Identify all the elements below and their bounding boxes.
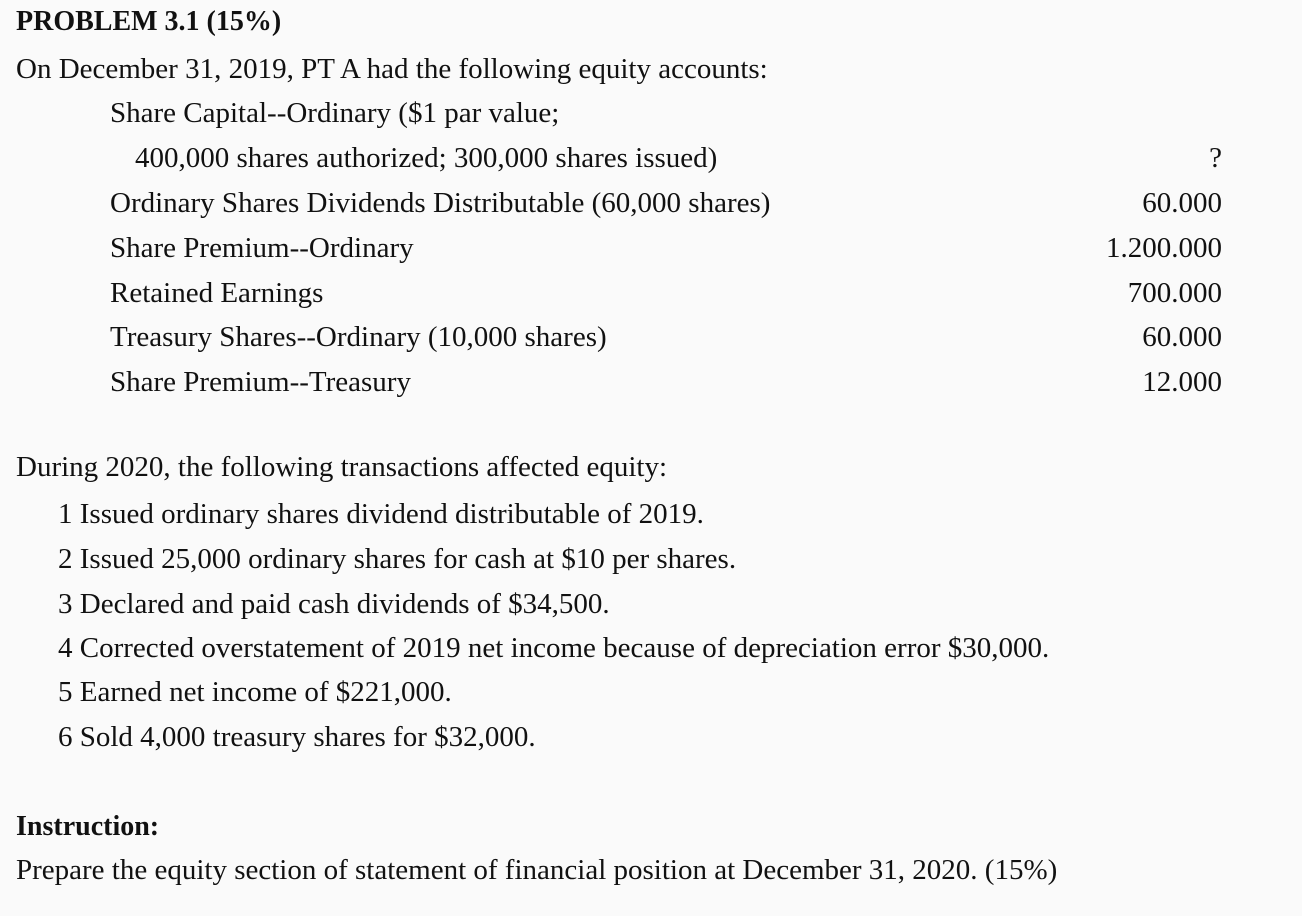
account-amount: ? <box>1209 142 1222 174</box>
transaction-item: 5 Earned net income of $221,000. <box>58 676 452 708</box>
account-amount: 12.000 <box>1142 366 1222 398</box>
transaction-item: 4 Corrected overstatement of 2019 net income because of depreciation error $30,000. <box>58 632 1050 664</box>
transactions-intro: During 2020, the following transactions affected equity: <box>16 451 667 483</box>
account-amount: 700.000 <box>1127 277 1222 309</box>
account-label: Treasury Shares--Ordinary (10,000 shares) <box>110 321 607 353</box>
problem-title: PROBLEM 3.1 (15%) <box>16 6 282 37</box>
account-label: Share Premium--Treasury <box>110 366 411 398</box>
problem-intro: On December 31, 2019, PT A had the following equity accounts: <box>16 53 768 85</box>
transaction-item: 1 Issued ordinary shares dividend distributable of 2019. <box>58 498 704 530</box>
account-label: Ordinary Shares Dividends Distributable (60,000 shares) <box>110 187 771 219</box>
account-amount: 60.000 <box>1142 187 1222 219</box>
account-amount: 60.000 <box>1142 321 1222 353</box>
instruction-heading: Instruction: <box>16 811 160 842</box>
account-label-line2: 400,000 shares authorized; 300,000 shares issued) <box>135 142 718 174</box>
instruction-text: Prepare the equity section of statement of financial position at December 31, 2020. (15%) <box>16 854 1058 886</box>
account-label-line1: Share Capital--Ordinary ($1 par value; <box>110 97 560 129</box>
transaction-item: 3 Declared and paid cash dividends of $34,500. <box>58 588 610 620</box>
account-amount: 1.200.000 <box>1106 232 1222 264</box>
account-label: Retained Earnings <box>110 277 324 309</box>
transaction-item: 2 Issued 25,000 ordinary shares for cash at $10 per shares. <box>58 543 737 575</box>
transaction-item: 6 Sold 4,000 treasury shares for $32,000. <box>58 721 536 753</box>
account-label: Share Premium--Ordinary <box>110 232 414 264</box>
